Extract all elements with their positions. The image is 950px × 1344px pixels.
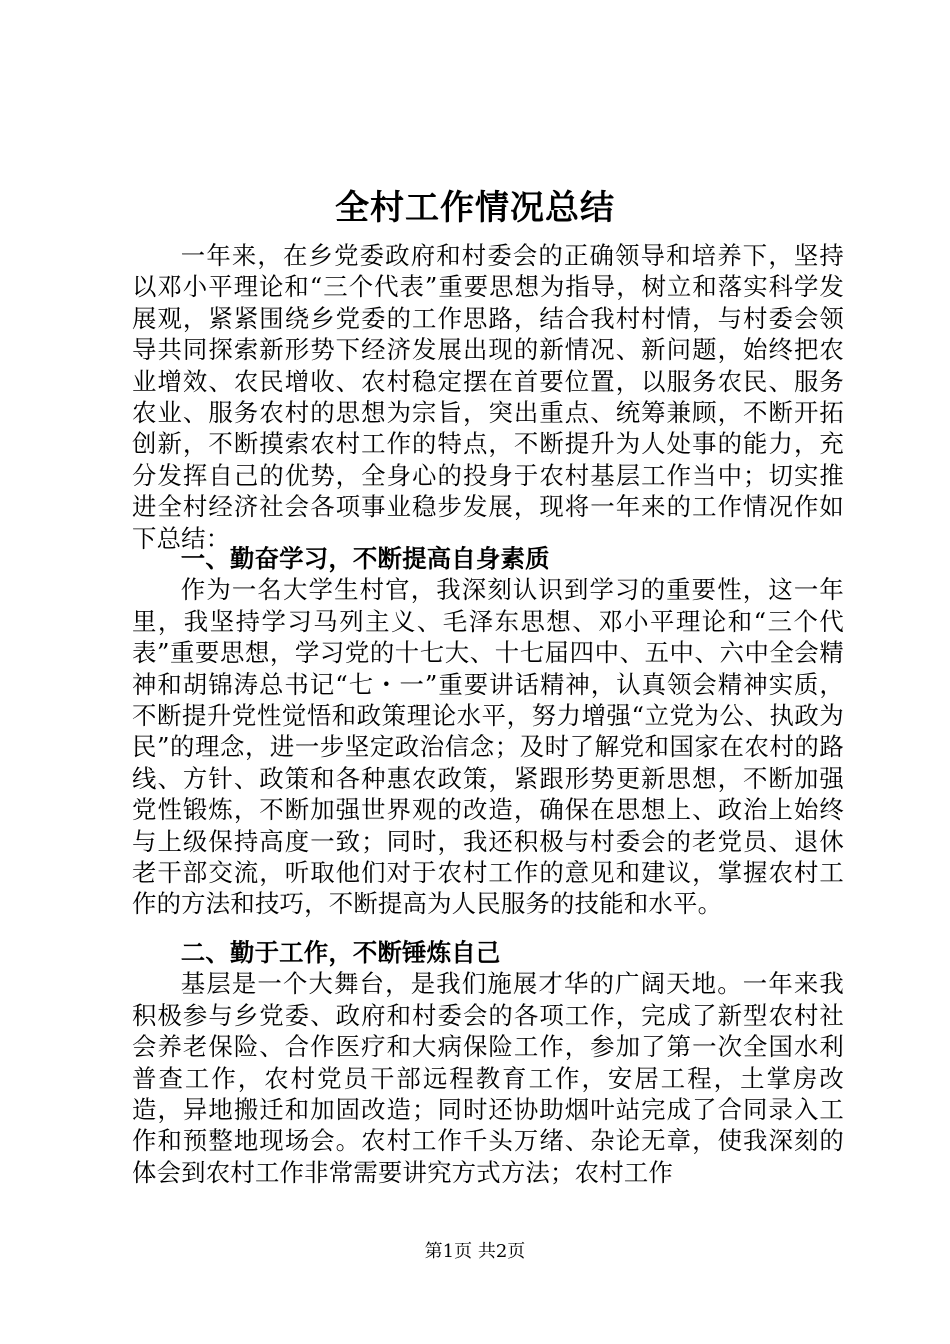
intro-paragraph: 一年来，在乡党委政府和村委会的正确领导和培养下，坚持以邓小平理论和“三个代表”重要思想为指导，树立和落实科学发展观，紧紧围绕乡党委的工作思路，结合我村村情，与村委会领导共同探索新形势下经济发展出现的新情况、新问题，始终把农业增效、农民增收、农村稳定摆在首要位置，以服务农民、服务农业、服务农村的思想为宗旨，突出重点、统筹兼顾，不断开拓创新，不断摸索农村工作的特点，不断提升为人处事的能力，充分发挥自己的优势，全身心的投身于农村基层工作当中；切实推进全村经济社会各项事业稳步发展，现将一年来的工作情况作如下总结： xyxy=(132,241,844,553)
intro-block xyxy=(132,240,844,554)
document-title: 全村工作情况总结 xyxy=(335,188,615,228)
section-1-heading: 一、勤奋学习，不断提高自身素质 xyxy=(180,544,550,573)
section-2-heading: 二、勤于工作，不断锤炼自己 xyxy=(180,938,501,967)
section-2 xyxy=(132,937,844,1188)
section-1-paragraph: 作为一名大学生村官，我深刻认识到学习的重要性，这一年里，我坚持学习马列主义、毛泽东思想、邓小平理论和“三个代表”重要思想，学习党的十七大、十七届四中、五中、六中全会精神和胡锦涛总书记“七・一”重要讲话精神，认真领会精神实质，不断提升党性觉悟和政策理论水平，努力增强“立党为公、执政为民”的理念，进一步坚定政治信念；及时了解党和国家在农村的路线、方针、政策和各种惠农政策，紧跟形势更新思想，不断加强党性锻炼，不断加强世界观的改造，确保在思想上、政治上始终与上级保持高度一致；同时，我还积极与村委会的老党员、退休老干部交流，听取他们对于农村工作的意见和建议，掌握农村工作的方法和技巧，不断提高为人民服务的技能和水平。 xyxy=(132,575,844,919)
section-2-paragraph: 基层是一个大舞台，是我们施展才华的广阔天地。一年来我积极参与乡党委、政府和村委会的各项工作，完成了新型农村社会养老保险、合作医疗和大病保险工作，参加了第一次全国水利普查工作，农村党员干部远程教育工作，安居工程，土掌房改造，异地搬迁和加固改造；同时还协助烟叶站完成了合同录入工作和预整地现场会。农村工作千头万绪、杂论无章，使我深刻的体会到农村工作非常需要讲究方式方法；农村工作 xyxy=(132,969,844,1187)
section-1 xyxy=(132,543,844,920)
page-number-footer: 第1页 共2页 xyxy=(424,1241,526,1262)
